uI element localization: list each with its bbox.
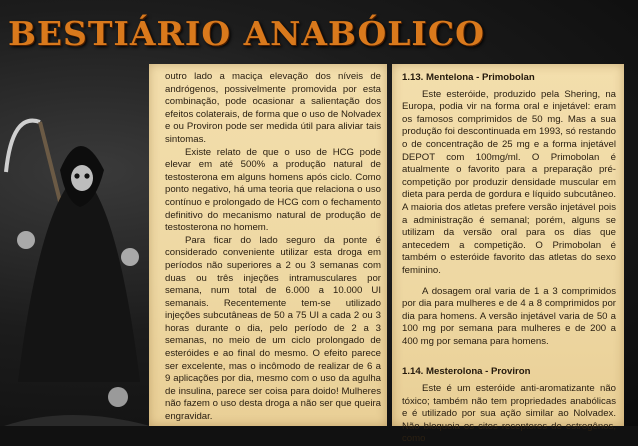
paragraph: Existe relato de que o uso de HCG pode elevar em até 500% a produção natural de testosterona em alguns homens após ciclo. Como ponto negativo, há uma teoria que relaciona o uso contínuo e prolongado de HCG com o fechamento definitivo do mecanismo natural de produção de testosterona no homem. [165, 146, 381, 234]
left-text-column [149, 64, 387, 426]
paragraph: Para ficar do lado seguro da ponte é considerado conveniente utilizar esta droga em períodos não superiores a 2 ou 3 semanas com duas ou três injeções intramusculares por semana, num total de 6.000 a 10.000 UI semanais. Recentemente tem-se utilizado injeções subcutâneas de 50 a 75 UI a cada 2 ou 3 horas durante o dia, pelo período de 2 a 3 semanas, no meio de um ciclo prolongado de esteróides e ao final do mesmo. O efeito parece ser excelente, mas o incômodo de realizar de 6 a 9 aplicações por dia, mesmo com o uso da agulha de insulina, parece ser coisa para doido! Mulheres não fazem o uso desta droga a não ser que queira engravidar. [165, 234, 381, 423]
paragraph: outro lado a maciça elevação dos níveis de andrógenos, possivelmente promovida por esta combinação, pode ocasionar a salientação dos efeitos colaterais, de forma que o uso de Nolvadex e ou Proviron pode ser medida útil para aliviar tais sintomas. [165, 71, 381, 145]
right-text-column [392, 64, 624, 445]
paragraph: A dosagem oral varia de 1 a 3 comprimidos por dia para mulheres e de 4 a 8 comprimidos por dia para homens. A versão injetável varia de 50 a 100 mg por semana para mulheres e de 200 a 400 mg por semana para homens. [402, 285, 616, 347]
paragraph: Este é um esteróide anti-aromatizante não tóxico; também não tem propriedades anabólicas e é utilizado por sua ação similar ao Nolvadex. Não bloqueia os citos receptores de estrogênos, como [402, 383, 616, 445]
section-heading: 1.13. Mentelona - Primobolan [402, 72, 535, 83]
grim-reaper-illustration [0, 52, 160, 426]
page-title: BESTIÁRIO ANABÓLICO [8, 14, 485, 53]
paragraph: Este esteróide, produzido pela Shering, na Europa, podia vir na forma oral e injetável: eram os famosos comprimidos de 50 mg. Mas a sua produção foi descontinuada em 1993, só restando o de concentração de 25 mg e a forma injetável DEPOT com 100mg/ml. O Primobolan é atualmente o favorito para a preparação pré-competição por produzir densidade muscular em dieta para perda de gordura e líquido subcutâneo. A maioria dos atletas prefere versão injetável pois a administração é semanal; porém, alguns se utilizam da versão oral para os dias que antecedem a competição. O Primobolan é também o esteróide favorito das atletas do sexo feminino. [402, 88, 616, 276]
section-heading: 1.14. Mesterolona - Proviron [402, 366, 531, 378]
